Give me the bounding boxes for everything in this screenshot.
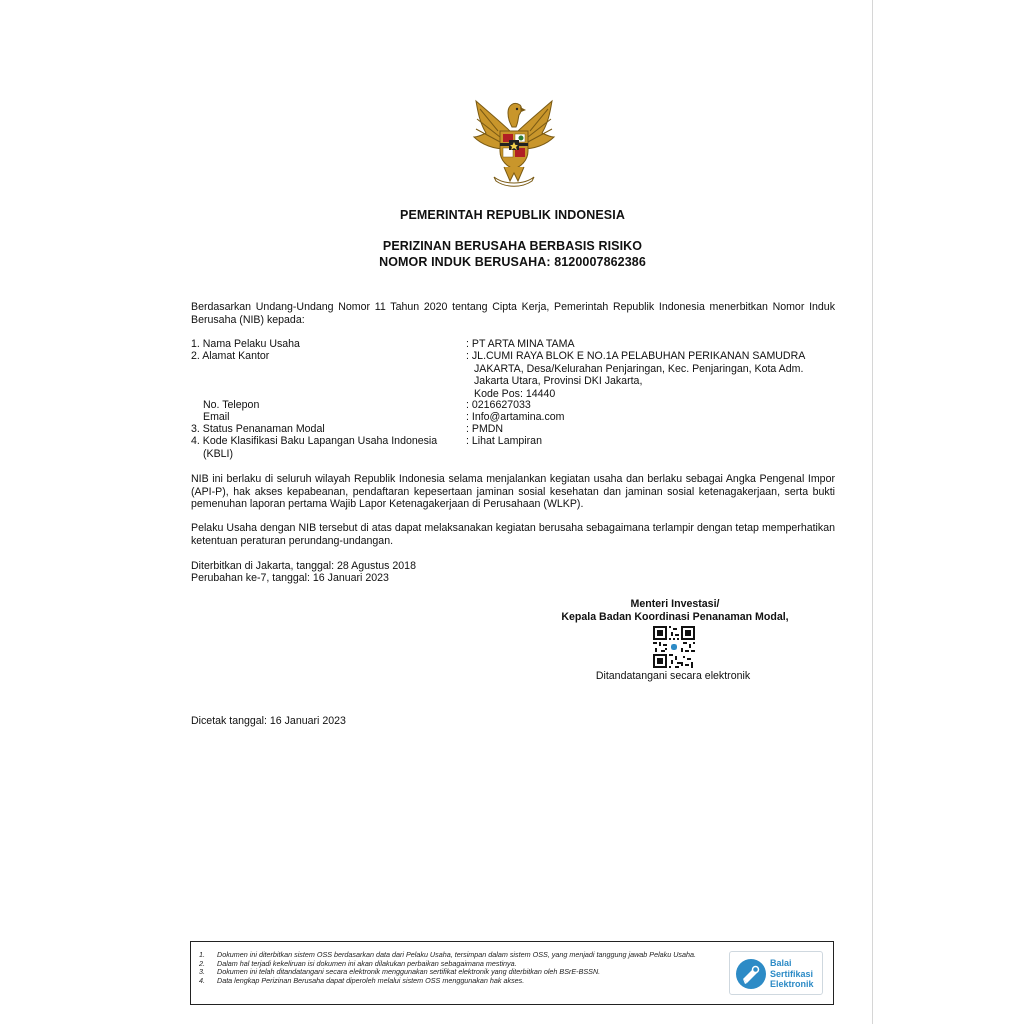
footnotes-list xyxy=(199,951,721,985)
footnote-item: 1. Dokumen ini diterbitkan sistem OSS berdasarkan data dari Pelaku Usaha, tersimpan dalam sistem OSS, yang menjadi tanggung jawab Pelaku Usaha. xyxy=(199,950,697,959)
footnote-item: 3. Dokumen ini telah ditandatangani secara elektronik menggunakan sertifikat elektronik yang diterbitkan oleh BSrE-BSSN. xyxy=(199,967,601,977)
validity-paragraph: NIB ini berlaku di seluruh wilayah Republik Indonesia selama menjalankan kegiatan usaha dan berlaku sebagai Angka Pengenal Impor (API-P), hak akses kepabeanan, pendaftaran kepesertaan jaminan sosial kesehatan dan jaminan sosial ketenagakerjaan, serta bukti pemenuhan laporan pertama Wajib Lapor Ketenagakerjaan di Perusahaan (WLKP). xyxy=(191,473,835,511)
status-value: : PMDN xyxy=(466,423,504,435)
kbli-label-line-1: 4. Kode Klasifikasi Baku Lapangan Usaha Indonesia xyxy=(191,435,438,447)
nib-number: NOMOR INDUK BERUSAHA: 8120007862386 xyxy=(379,255,646,269)
document-title: PERIZINAN BERUSAHA BERBASIS RISIKO xyxy=(382,239,643,253)
bsre-logo-icon xyxy=(734,957,768,991)
email-label: Email xyxy=(203,411,230,423)
alamat-line-1: : JL.CUMI RAYA BLOK E NO.1A PELABUHAN PERIKANAN SAMUDRA xyxy=(466,350,806,362)
garuda-emblem xyxy=(464,93,564,193)
status-label: 3. Status Penanaman Modal xyxy=(191,423,325,435)
footnote-item: 2. Dalam hal terjadi kekeliruan isi dokumen ini akan dilakukan perbaikan sebagaimana mestinya. xyxy=(199,958,517,968)
printed-date: Dicetak tanggal: 16 Januari 2023 xyxy=(191,715,346,727)
footer-notes-box xyxy=(190,941,834,1005)
electronic-signature-note: Ditandatangani secara elektronik xyxy=(595,670,751,682)
signatory-title-2: Kepala Badan Koordinasi Penanaman Modal, xyxy=(561,610,789,623)
nama-label: 1. Nama Pelaku Usaha xyxy=(191,338,300,350)
qr-code-icon xyxy=(653,626,695,668)
telepon-label: No. Telepon xyxy=(203,399,260,411)
bsre-badge xyxy=(729,951,823,995)
intro-paragraph: Berdasarkan Undang-Undang Nomor 11 Tahun 2020 tentang Cipta Kerja, Pemerintah Republik Indonesia menerbitkan Nomor Induk Berusaha (NIB) kepada: xyxy=(191,301,835,326)
activity-paragraph: Pelaku Usaha dengan NIB tersebut di atas dapat melaksanakan kegiatan berusaha sebagaimana terlampir dengan tetap memperhatikan ketentuan peraturan perundang-undangan. xyxy=(191,522,835,547)
signatory-block xyxy=(530,598,820,623)
bsre-label: Balai Sertifikasi Elektronik xyxy=(770,958,814,989)
kbli-value: : Lihat Lampiran xyxy=(466,435,542,447)
government-heading: PEMERINTAH REPUBLIK INDONESIA xyxy=(400,208,625,222)
alamat-line-3: Jakarta Utara, Provinsi DKI Jakarta, xyxy=(474,375,643,388)
kbli-label-line-2: (KBLI) xyxy=(203,447,234,460)
alamat-line-4: Kode Pos: 14440 xyxy=(474,387,556,400)
alamat-value xyxy=(466,350,826,400)
signatory-title-1: Menteri Investasi/ xyxy=(630,598,720,610)
email-value: : Info@artamina.com xyxy=(466,411,565,423)
amendment-date: Perubahan ke-7, tanggal: 16 Januari 2023 xyxy=(191,572,389,584)
nama-value: : PT ARTA MINA TAMA xyxy=(466,338,575,350)
issued-date: Diterbitkan di Jakarta, tanggal: 28 Agustus 2018 xyxy=(191,560,416,572)
footnote-item: 4. Data lengkap Perizinan Berusaha dapat diperoleh melalui sistem OSS menggunakan hak akses. xyxy=(199,975,525,985)
kbli-label xyxy=(191,435,461,460)
page-edge-divider xyxy=(872,0,873,1024)
telepon-value: : 0216627033 xyxy=(466,399,531,411)
alamat-label: 2. Alamat Kantor xyxy=(191,350,270,362)
alamat-line-2: JAKARTA, Desa/Kelurahan Penjaringan, Kec. Penjaringan, Kota Adm. xyxy=(474,362,804,375)
